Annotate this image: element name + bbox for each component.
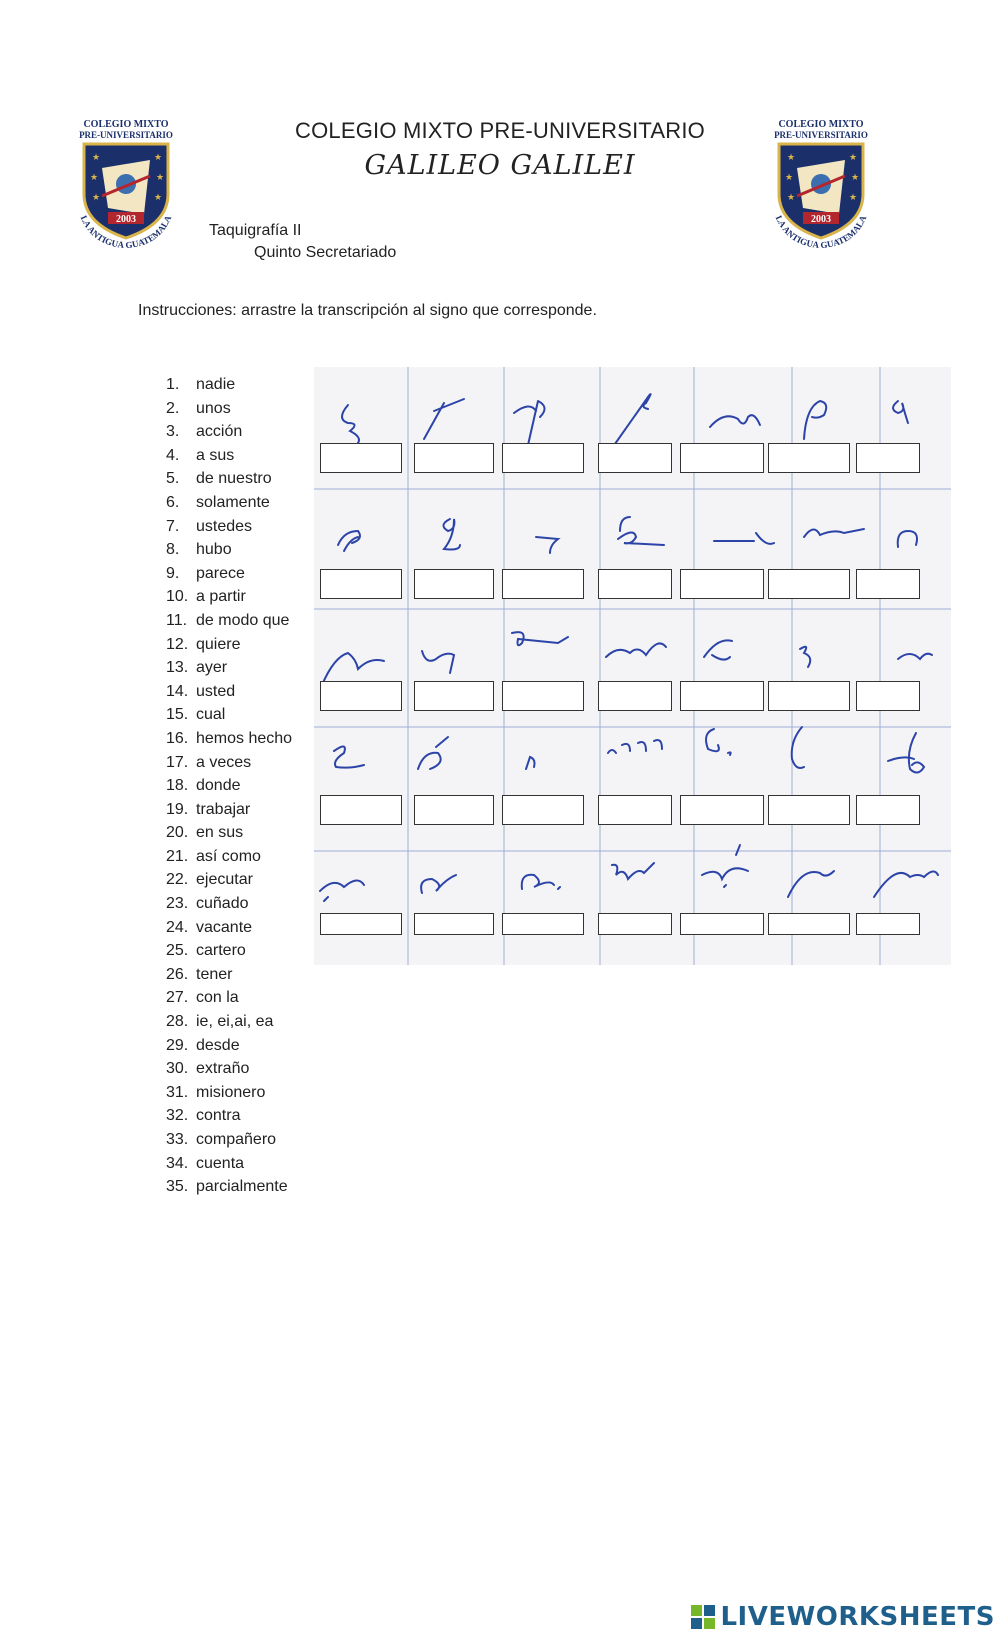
crest-line1: COLEGIO MIXTO [778, 119, 864, 130]
word-number: 3. [166, 423, 180, 441]
answer-drop-box[interactable] [414, 795, 494, 825]
word-text: hemos hecho [196, 729, 293, 747]
word-item [166, 609, 292, 633]
word-item [166, 963, 292, 987]
sign-29 [320, 880, 364, 901]
answer-drop-box[interactable] [502, 795, 584, 825]
answer-drop-box[interactable] [320, 913, 402, 935]
word-item [166, 703, 292, 727]
sign-12 [714, 533, 774, 544]
answer-drop-box[interactable] [680, 795, 764, 825]
word-number: 17. [166, 753, 189, 771]
word-item [166, 1128, 292, 1152]
answer-drop-box[interactable] [856, 913, 920, 935]
word-text: en sus [196, 824, 244, 842]
word-number: 28. [166, 1013, 189, 1031]
course-name: Taquigrafía II [209, 222, 302, 239]
sign-3 [514, 401, 545, 445]
word-text: usted [196, 682, 236, 700]
word-number: 31. [166, 1083, 189, 1101]
sign-9 [443, 519, 460, 550]
sign-11 [618, 517, 664, 545]
svg-text:★: ★ [851, 172, 860, 182]
svg-text:★: ★ [92, 152, 101, 162]
sign-8 [338, 531, 360, 551]
answer-drop-box[interactable] [768, 569, 850, 599]
sign-32 [612, 863, 654, 879]
word-text: solamente [196, 493, 270, 511]
word-item [166, 845, 292, 869]
answer-drop-box[interactable] [768, 913, 850, 935]
sign-25 [608, 740, 662, 753]
word-item [166, 656, 292, 680]
answer-drop-box[interactable] [598, 443, 672, 473]
word-item [166, 1034, 292, 1058]
word-number: 13. [166, 659, 189, 677]
sign-23 [418, 737, 448, 769]
word-number: 23. [166, 895, 189, 913]
word-number: 20. [166, 824, 189, 842]
word-number: 30. [166, 1060, 189, 1078]
answer-drop-box[interactable] [320, 681, 402, 711]
sign-26 [706, 729, 731, 755]
sign-17 [512, 632, 568, 645]
answer-drop-box[interactable] [414, 913, 494, 935]
svg-text:★: ★ [92, 192, 101, 202]
answer-drop-box[interactable] [856, 681, 920, 711]
word-text: unos [196, 399, 231, 417]
grade-name: Quinto Secretariado [254, 244, 397, 261]
word-text: ejecutar [196, 871, 253, 889]
answer-drop-box[interactable] [856, 795, 920, 825]
word-number: 33. [166, 1131, 189, 1148]
word-item [166, 1104, 292, 1128]
sign-18 [606, 643, 666, 657]
sign-35 [874, 871, 938, 897]
answer-drop-box[interactable] [414, 569, 494, 599]
answer-drop-box[interactable] [598, 681, 672, 711]
word-number: 11. [166, 611, 188, 629]
word-number: 22. [166, 871, 189, 889]
word-text: compañero [196, 1131, 277, 1148]
word-item [166, 633, 292, 657]
sign-27 [792, 727, 804, 768]
answer-drop-box[interactable] [768, 443, 850, 473]
word-text: a veces [196, 753, 252, 771]
word-item [166, 1175, 292, 1199]
word-number: 24. [166, 918, 189, 936]
answer-drop-box[interactable] [320, 443, 402, 473]
answer-drop-box[interactable] [598, 569, 672, 599]
word-number: 27. [166, 989, 189, 1007]
crest-line1: COLEGIO MIXTO [83, 119, 169, 130]
word-item [166, 751, 292, 775]
word-text: cual [196, 706, 226, 724]
word-number: 4. [166, 446, 180, 464]
word-number: 29. [166, 1036, 189, 1054]
word-text: parece [196, 564, 245, 582]
word-item [166, 420, 292, 444]
word-number: 25. [166, 942, 189, 960]
sign-22 [334, 746, 364, 767]
word-text: así como [196, 847, 261, 865]
svg-text:★: ★ [154, 152, 163, 162]
word-number: 15. [166, 706, 189, 724]
word-item [166, 1152, 292, 1176]
sign-14 [898, 531, 917, 547]
word-number: 10. [166, 588, 189, 606]
word-text: quiere [196, 635, 241, 653]
answer-drop-box[interactable] [320, 569, 402, 599]
word-item [166, 892, 292, 916]
word-item [166, 538, 292, 562]
word-number: 16. [166, 729, 189, 747]
crest-year: 2003 [811, 214, 831, 225]
word-number: 7. [166, 517, 180, 535]
word-text: ustedes [196, 517, 253, 535]
svg-text:★: ★ [785, 172, 794, 182]
word-number: 19. [166, 800, 189, 818]
word-text: trabajar [196, 800, 251, 818]
word-text: cuenta [196, 1154, 245, 1172]
svg-text:★: ★ [90, 172, 99, 182]
school-subtitle: GALILEO GALILEI [364, 150, 636, 181]
word-text: parcialmente [196, 1178, 288, 1196]
word-number: 34. [166, 1154, 189, 1172]
sign-5 [710, 415, 760, 427]
answer-drop-box[interactable] [856, 569, 920, 599]
crest-year: 2003 [116, 214, 136, 225]
word-item [166, 798, 292, 822]
word-item [166, 1081, 292, 1105]
word-number: 21. [166, 847, 189, 865]
word-item [166, 467, 292, 491]
answer-drop-box[interactable] [414, 681, 494, 711]
answer-drop-box[interactable] [598, 913, 672, 935]
word-number: 35. [166, 1178, 189, 1196]
liveworksheets-logo[interactable] [690, 1599, 995, 1635]
word-number: 2. [166, 399, 180, 417]
word-text: ayer [196, 659, 228, 677]
word-text: misionero [196, 1083, 266, 1101]
word-text: donde [196, 777, 241, 795]
word-text: a sus [196, 446, 235, 464]
answer-drop-box[interactable] [680, 569, 764, 599]
answer-drop-box[interactable] [502, 681, 584, 711]
sign-10 [536, 537, 558, 553]
answer-drop-box[interactable] [680, 681, 764, 711]
word-text: desde [196, 1036, 240, 1054]
word-text: a partir [196, 588, 246, 606]
word-item [166, 939, 292, 963]
word-number: 5. [166, 470, 180, 488]
word-number: 18. [166, 777, 189, 795]
sign-20 [800, 647, 810, 667]
answer-drop-box[interactable] [502, 443, 584, 473]
word-item [166, 1057, 292, 1081]
word-list [166, 373, 292, 1199]
svg-text:★: ★ [154, 192, 163, 202]
word-text: de nuestro [196, 470, 272, 488]
shorthand-grid [314, 367, 951, 965]
word-item [166, 680, 292, 704]
sign-7 [893, 401, 908, 423]
word-text: acción [196, 423, 243, 441]
word-item [166, 986, 292, 1010]
svg-text:★: ★ [849, 192, 858, 202]
word-item [166, 397, 292, 421]
word-text: cuñado [196, 895, 249, 913]
svg-text:★: ★ [787, 192, 796, 202]
word-number: 14. [166, 682, 189, 700]
sign-24 [526, 757, 535, 769]
word-item [166, 868, 292, 892]
word-text: tener [196, 965, 233, 983]
word-item [166, 774, 292, 798]
sign-31 [522, 875, 560, 889]
sign-19 [704, 640, 732, 659]
word-number: 26. [166, 965, 189, 983]
sign-1 [342, 405, 359, 443]
word-text: ie, ei,ai, ea [196, 1013, 274, 1031]
word-text: hubo [196, 541, 232, 559]
answer-drop-box[interactable] [320, 795, 402, 825]
crest-line2: PRE-UNIVERSITARIO [774, 130, 868, 140]
word-text: de modo que [196, 611, 290, 629]
sign-16 [422, 651, 454, 673]
answer-drop-box[interactable] [680, 443, 764, 473]
word-number: 8. [166, 541, 180, 559]
answer-drop-box[interactable] [680, 913, 764, 935]
svg-text:★: ★ [156, 172, 165, 182]
crest-line2: PRE-UNIVERSITARIO [79, 130, 173, 140]
school-name: COLEGIO MIXTO PRE-UNIVERSITARIO [295, 118, 705, 143]
word-item [166, 916, 292, 940]
word-number: 32. [166, 1107, 189, 1125]
word-item [166, 562, 292, 586]
answer-drop-box[interactable] [598, 795, 672, 825]
word-text: nadie [196, 376, 236, 393]
svg-text:★: ★ [849, 152, 858, 162]
sign-30 [421, 875, 456, 893]
word-number: 12. [166, 635, 189, 653]
crest-arc: LA ANTIGUA GUATEMALA [78, 213, 174, 251]
sign-28 [888, 733, 924, 773]
word-item [166, 515, 292, 539]
word-text: vacante [196, 918, 253, 936]
instructions: Instrucciones: arrastre la transcripción al signo que corresponde. [138, 302, 597, 319]
answer-drop-box[interactable] [768, 795, 850, 825]
sign-2 [424, 399, 464, 439]
sign-6 [804, 401, 826, 439]
sign-21 [898, 654, 932, 659]
word-number: 1. [166, 376, 180, 393]
word-item [166, 1010, 292, 1034]
answer-drop-box[interactable] [414, 443, 494, 473]
word-item [166, 821, 292, 845]
answer-drop-box[interactable] [856, 443, 920, 473]
word-number: 6. [166, 493, 180, 511]
svg-text:★: ★ [787, 152, 796, 162]
word-item [166, 491, 292, 515]
word-item [166, 727, 292, 751]
answer-drop-box[interactable] [502, 913, 584, 935]
answer-drop-box[interactable] [502, 569, 584, 599]
sign-34 [788, 871, 834, 897]
sign-13 [804, 529, 864, 537]
word-item [166, 585, 292, 609]
word-text: con la [196, 989, 239, 1007]
word-item [166, 444, 292, 468]
answer-drop-box[interactable] [768, 681, 850, 711]
brand-name: LIVEWORKSHEETS [720, 1602, 995, 1632]
word-text: extraño [196, 1060, 250, 1078]
word-text: cartero [196, 942, 246, 960]
crest-arc: LA ANTIGUA GUATEMALA [773, 213, 869, 251]
word-item [166, 373, 292, 397]
word-number: 9. [166, 564, 180, 582]
word-text: contra [196, 1107, 241, 1125]
liveworksheets-icon [690, 1604, 716, 1630]
